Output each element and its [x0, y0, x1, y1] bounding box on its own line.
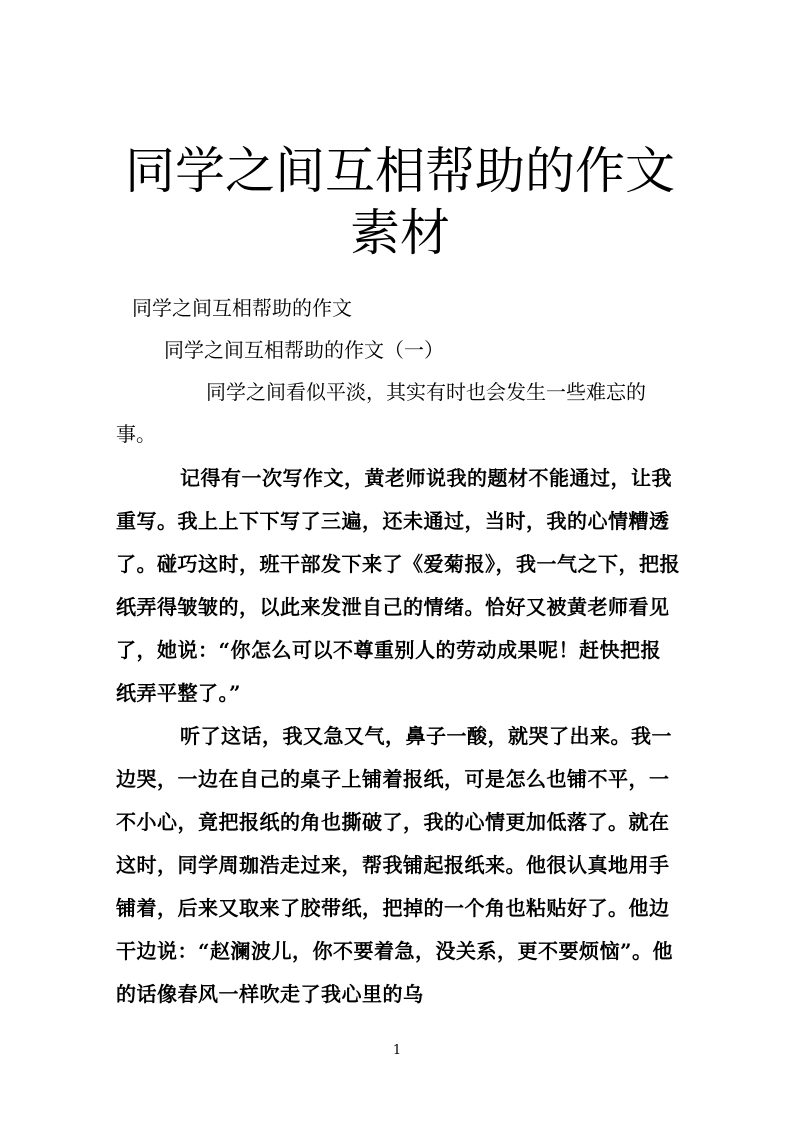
intro-line-1: 同学之间看似平淡，其实有时也会发生一些难忘的: [206, 380, 646, 404]
title-line-2: 素材: [350, 204, 450, 262]
title-line-1: 同学之间互相帮助的作文: [125, 142, 675, 200]
subtitle: 同学之间互相帮助的作文: [132, 296, 352, 320]
paragraph: 记得有一次写作文，黄老师说我的题材不能通过，让我重写。我上上下下写了三遍，还未通过，当时，我的心情糟透了。碰巧这时，班干部发下来了《爱菊报》，我一气之下，把报纸弄得皱皱的，以此来发泄自己的情绪。恰好又被黄老师看见了，她说：“你怎么可以不尊重别人的劳动成果呢！赶快把报纸弄平整了。”: [116, 466, 680, 705]
paragraph: 听了这话，我又急又气，鼻子一酸，就哭了出来。我一边哭，一边在自己的桌子上铺着报纸，可是怎么也铺不平，一不小心，竟把报纸的角也撕破了，我的心情更加低落了。就在这时，同学周珈浩走过来，帮我铺起报纸来。他很认真地用手铺着，后来又取来了胶带纸，把掉的一个角也粘贴好了。他边干边说：“赵澜波儿，你不要着急，没关系，更不要烦恼”。他的话像春风一样吹走了我心里的乌: [116, 724, 674, 1006]
page-number: 1: [392, 1043, 402, 1058]
document-title: [100, 140, 700, 264]
intro-line-2: 事。: [116, 422, 156, 446]
section-heading: 同学之间互相帮助的作文（一）: [164, 338, 444, 362]
document-body: [116, 457, 680, 1016]
